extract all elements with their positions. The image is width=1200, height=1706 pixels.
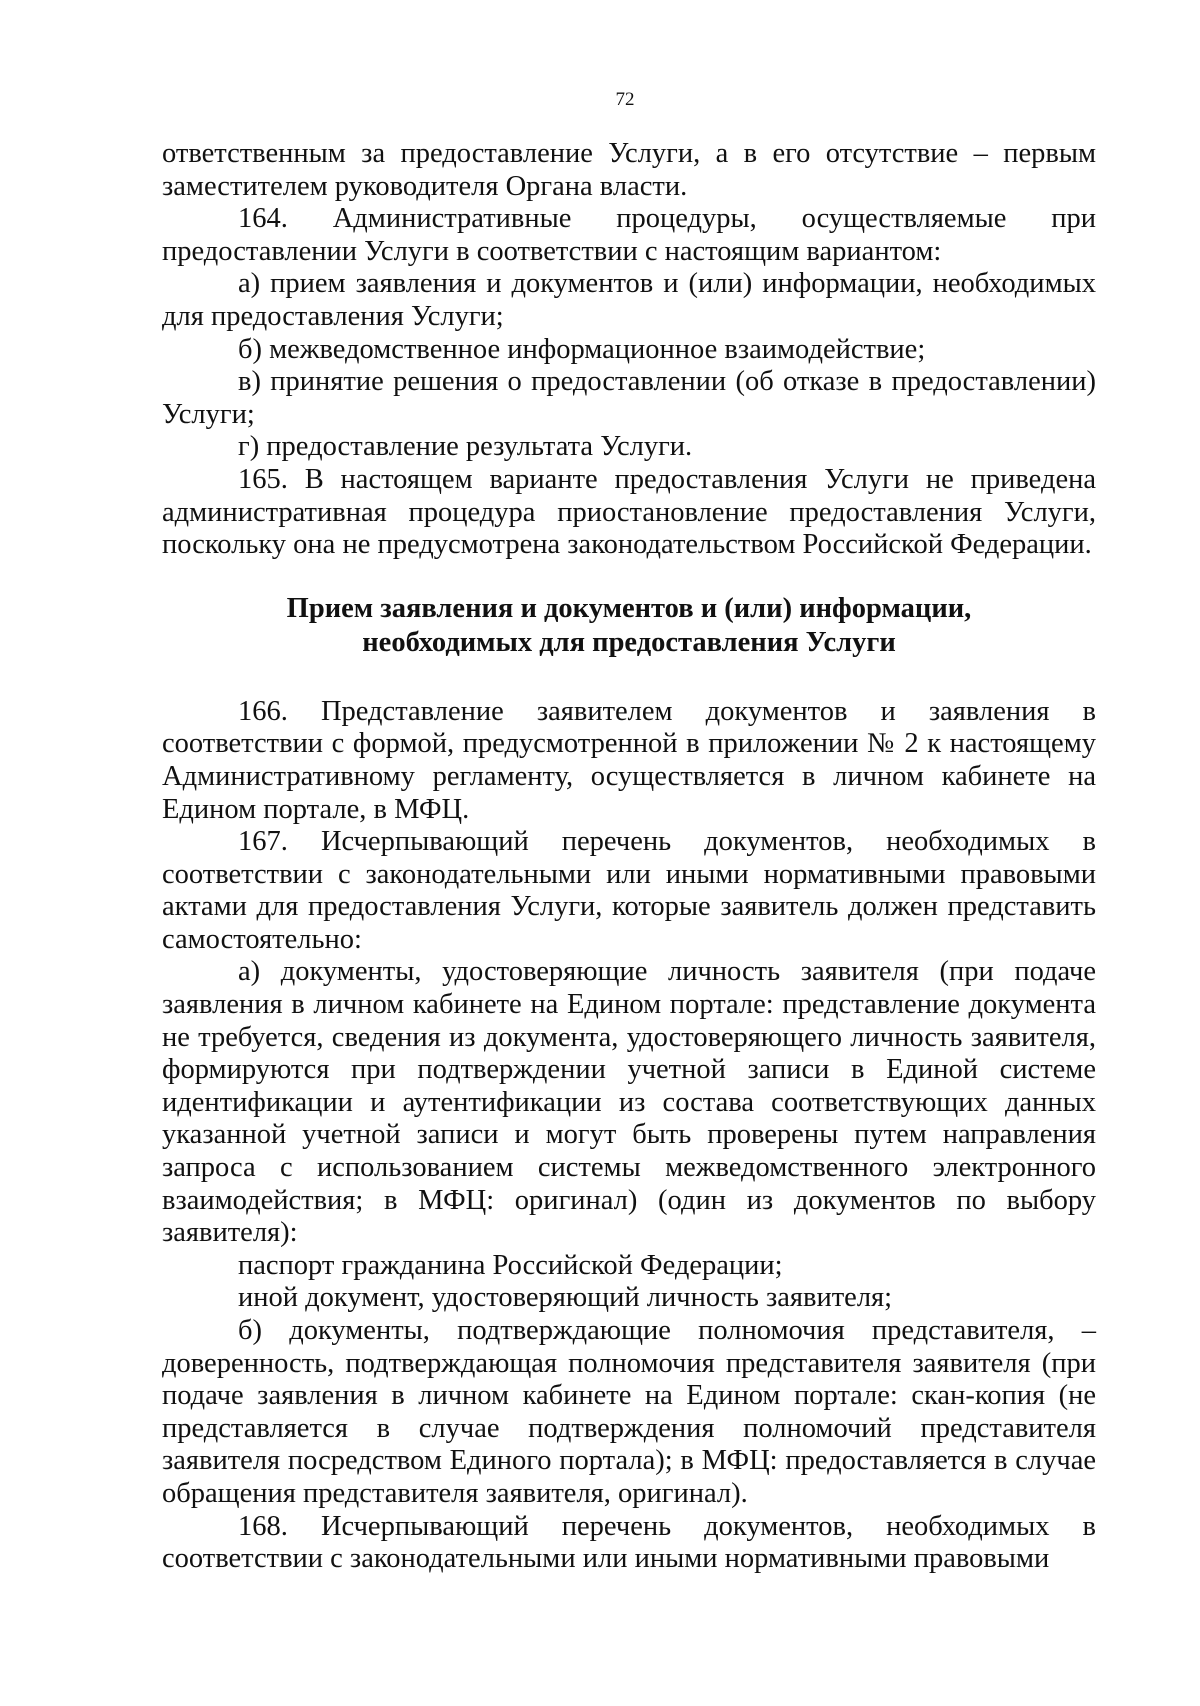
list-subitem-passport: паспорт гражданина Российской Федерации; (238, 1249, 783, 1281)
section-heading (162, 592, 1096, 660)
list-item-167b: б) документы, подтверждающие полномочия представителя, – доверенность, подтверждающая полномочия представителя заявителя (при подаче заявления в личном кабинете на Едином портале: скан-копия (не представляется в случае подтверждения полномочий представителя заявителя посредством Единого портала); в МФЦ: предоставляется в случае обращения представителя заявителя, оригинал). (162, 1315, 1096, 1509)
paragraph-167: 167. Исчерпывающий перечень документов, необходимых в соответствии с законодательными или иными нормативными правовыми актами для предоставления Услуги, которые заявитель должен представить самостоятельно: (162, 826, 1096, 955)
paragraph-165: 165. В настоящем варианте предоставления Услуги не приведена административная процедура приостановление предоставления Услуги, поскольку она не предусмотрена законодательством Российской Федерации. (162, 463, 1096, 561)
list-item-164b: б) межведомственное информационное взаимодействие; (238, 333, 926, 365)
paragraph-164: 164. Административные процедуры, осуществляемые при предоставлении Услуги в соответствии с настоящим вариантом: (162, 203, 1096, 267)
paragraph-166: 166. Представление заявителем документов и заявления в соответствии с формой, предусмотренной в приложении № 2 к настоящему Административному регламенту, осуществляется в личном кабинете на Едином портале, в МФЦ. (162, 695, 1096, 825)
paragraph-continuation: ответственным за предоставление Услуги, а в его отсутствие – первым заместителем руководителя Органа власти. (162, 138, 1096, 202)
list-item-164g: г) предоставление результата Услуги. (238, 431, 693, 463)
document-body (162, 138, 1096, 1576)
list-item-164v: в) принятие решения о предоставлении (об отказе в предоставлении) Услуги; (162, 366, 1096, 430)
section-heading-line-1: Прием заявления и документов и (или) информации, (286, 592, 972, 624)
paragraph-168: 168. Исчерпывающий перечень документов, необходимых в соответствии с законодательными или иными нормативными правовыми (162, 1510, 1096, 1575)
list-item-167a: а) документы, удостоверяющие личность заявителя (при подаче заявления в личном кабинете на Едином портале: представление документа не требуется, сведения из документа, удостоверяющего личность заявителя, формируются при подтверждении учетной записи в Единой системе идентификации и аутентификации из состава соответствующих данных указанной учетной записи и могут быть проверены путем направления запроса с использованием системы межведомственного электронного взаимодействия; в МФЦ: оригинал) (один из документов по выбору заявителя): (162, 956, 1096, 1249)
list-subitem-other-id: иной документ, удостоверяющий личность заявителя; (238, 1282, 893, 1314)
page-number: 72 (615, 89, 635, 110)
section-heading-line-2: необходимых для предоставления Услуги (362, 626, 896, 658)
list-item-164a: а) прием заявления и документов и (или) информации, необходимых для предоставления Услуги; (162, 268, 1096, 332)
